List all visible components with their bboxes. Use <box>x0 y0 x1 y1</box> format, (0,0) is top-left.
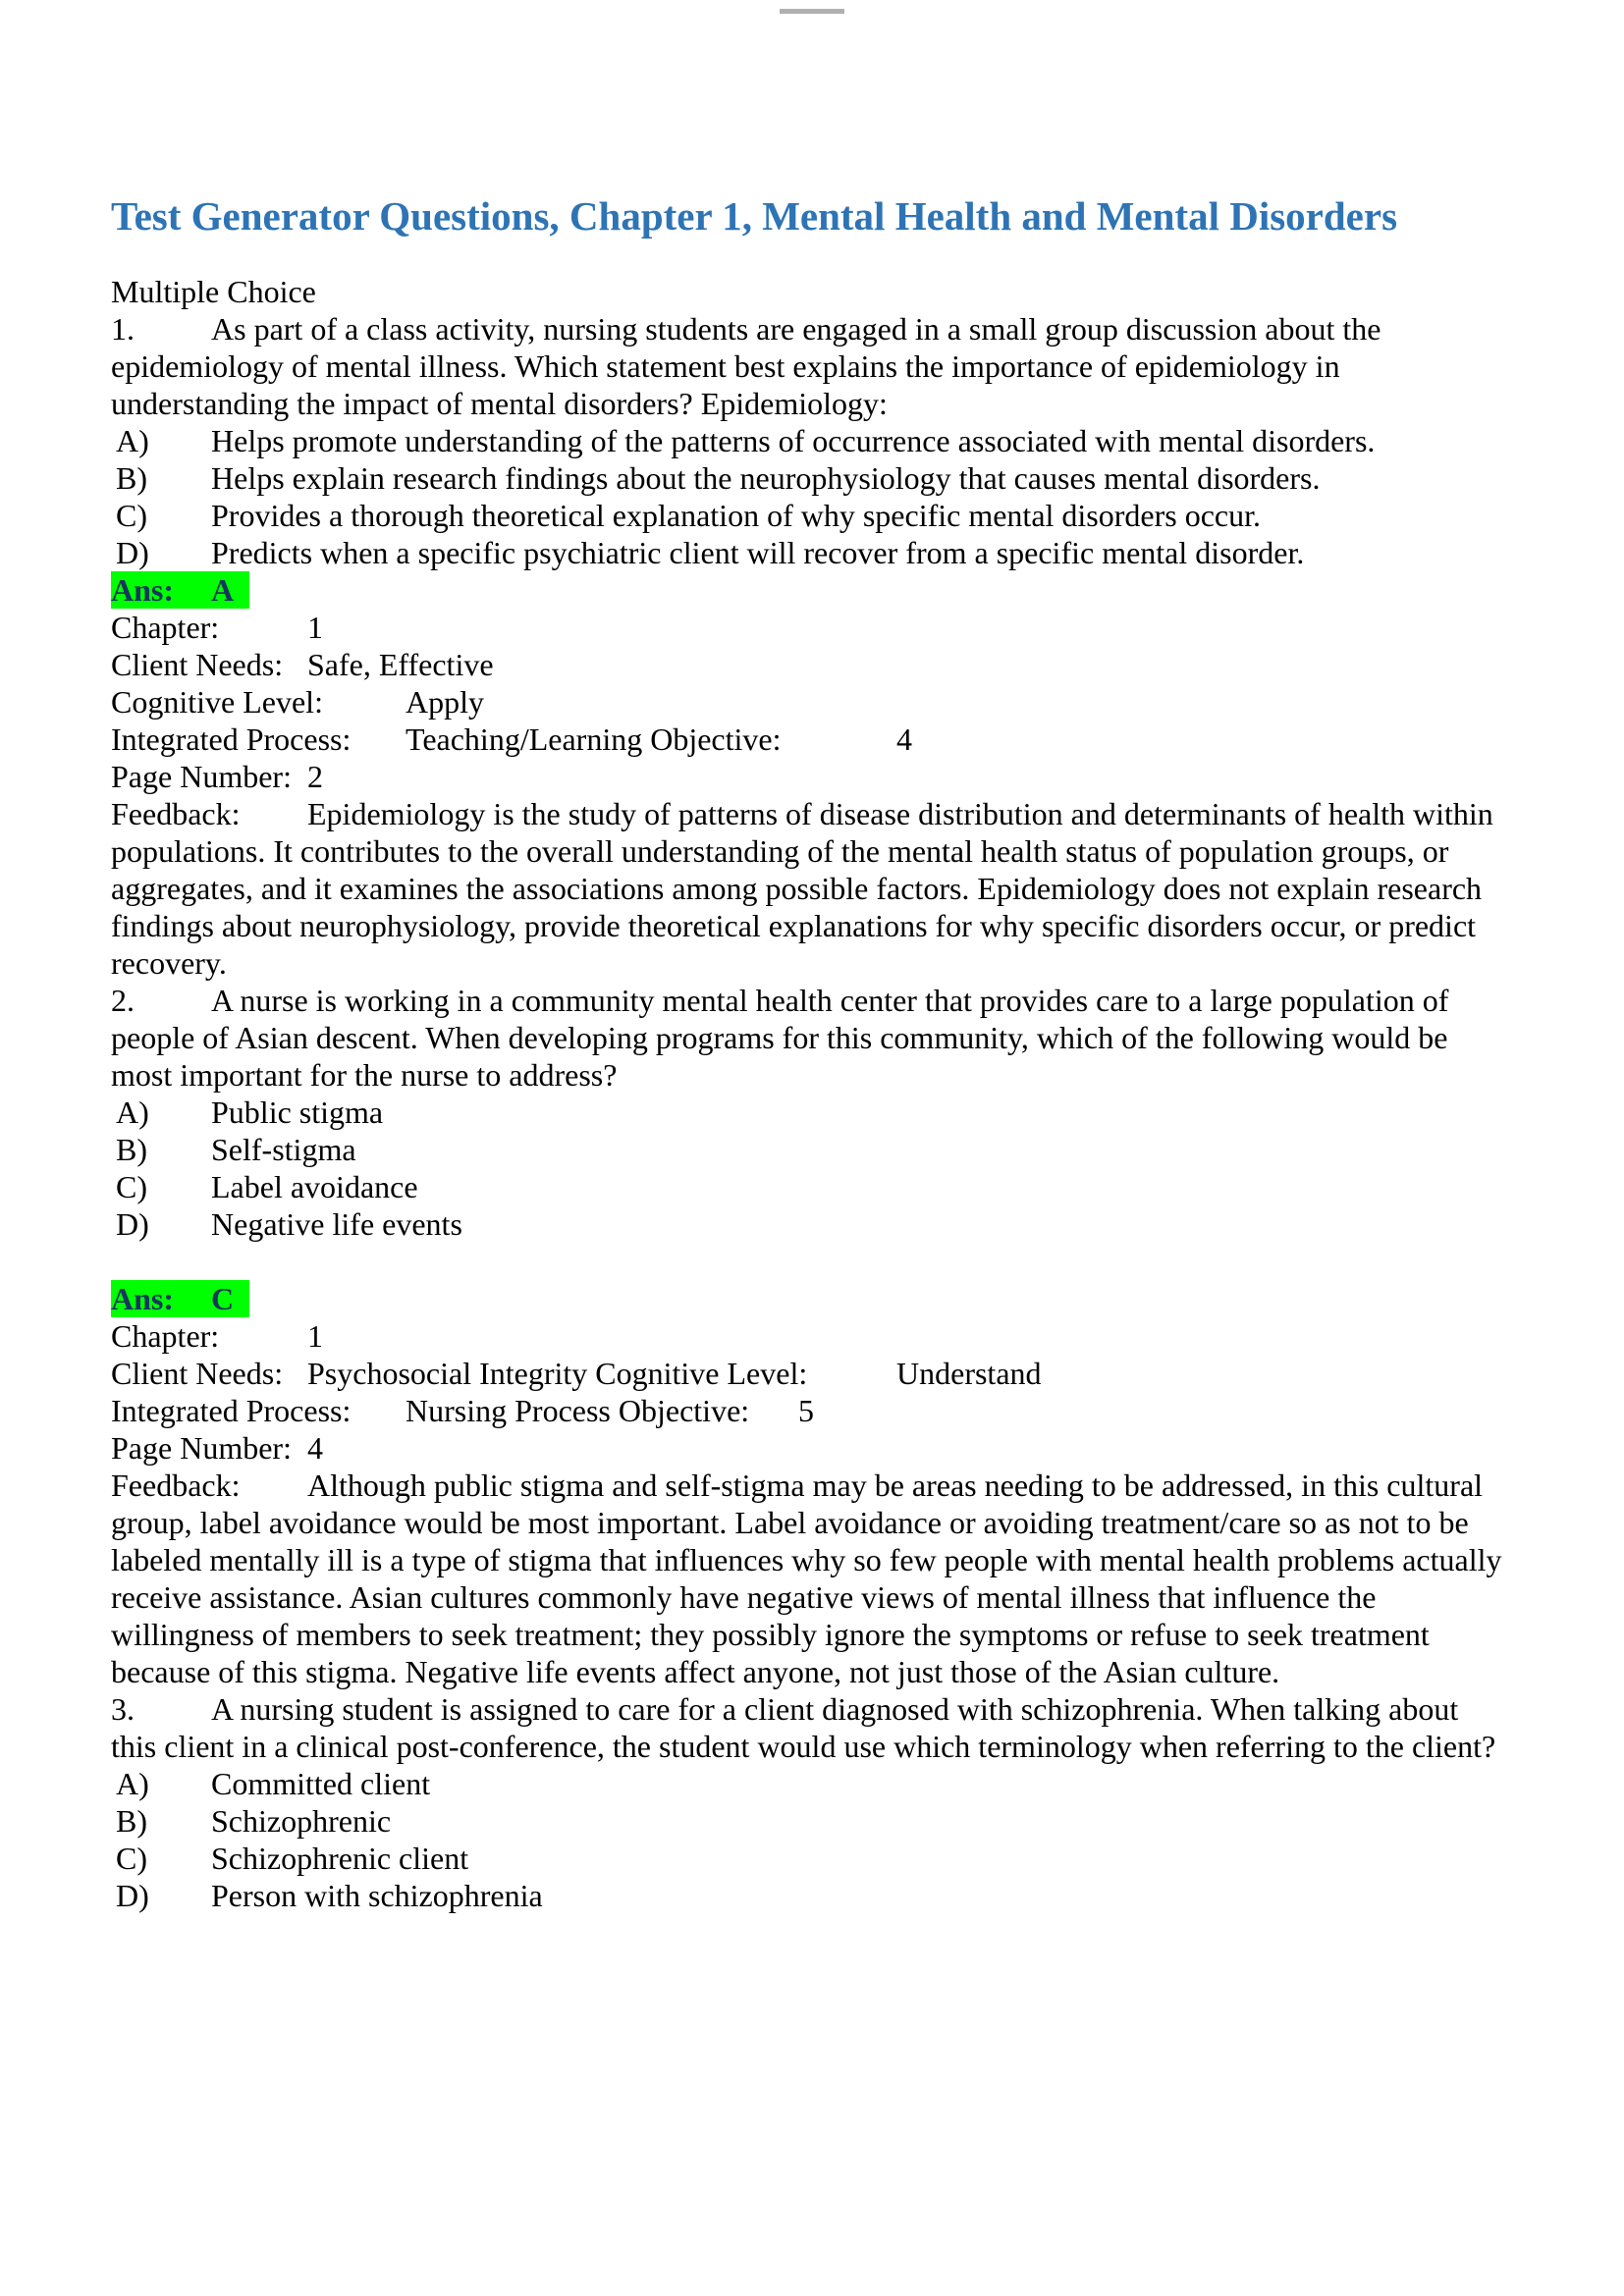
meta-value: 1 <box>307 1318 323 1354</box>
question-1-option-b <box>111 459 1508 497</box>
meta-group <box>406 1392 798 1429</box>
meta-label: Chapter: <box>111 610 220 645</box>
question-2-option-b <box>111 1131 1508 1168</box>
meta-value: 4 <box>896 721 912 757</box>
option-letter: B) <box>116 1132 147 1167</box>
option-text: Label avoidance <box>211 1169 418 1204</box>
meta-label: Cognitive Level: <box>111 684 323 720</box>
question-2-meta-integrated-process <box>111 1392 1508 1429</box>
page-title: Test Generator Questions, Chapter 1, Mental Health and Mental Disorders <box>111 193 1398 239</box>
question-2-option-d <box>111 1205 1508 1243</box>
answer-letter: C <box>211 1281 235 1316</box>
option-letter: C) <box>116 1841 147 1876</box>
meta-label: Feedback: <box>111 796 241 831</box>
question-number: 1. <box>111 311 135 347</box>
question-2-stem <box>111 982 1508 1094</box>
question-2-meta-client-needs <box>111 1355 1508 1392</box>
question-1-meta-integrated-process <box>111 721 1508 758</box>
meta-label: Page Number: <box>111 1430 292 1466</box>
option-letter: D) <box>116 1206 149 1242</box>
question-2-option-a <box>111 1094 1508 1131</box>
meta-value: Apply <box>406 684 484 720</box>
question-number: 2. <box>111 983 135 1018</box>
feedback-text: Epidemiology is the study of patterns of disease distribution and determinants of health within populations. It contributes to the overall understanding of the mental health status of population groups, or aggregates, and it examines the associations among possible factors. Epidemiology does not explain research findings about neurophysiology, provide theoretical explanations for why specific disorders occur, or predict recovery. <box>111 796 1493 981</box>
option-text: Provides a thorough theoretical explanation of why specific mental disorders occur. <box>211 498 1262 533</box>
meta-label: Client Needs: <box>111 647 284 682</box>
answer-letter: A <box>211 572 235 608</box>
question-2-answer-line <box>111 1280 1508 1317</box>
meta-value: 1 <box>307 610 323 645</box>
meta-value: Understand <box>896 1356 1042 1391</box>
meta-label: Objective: <box>650 721 782 757</box>
question-2-meta-chapter <box>111 1317 1508 1355</box>
meta-label: Objective: <box>618 1393 750 1428</box>
option-text: Committed client <box>211 1766 431 1801</box>
question-number: 3. <box>111 1691 135 1727</box>
option-text: Predicts when a specific psychiatric client will recover from a specific mental disorder. <box>211 535 1305 570</box>
option-letter: D) <box>116 1878 149 1913</box>
option-text: Negative life events <box>211 1206 462 1242</box>
meta-value: 2 <box>307 759 323 794</box>
option-letter: A) <box>116 1095 149 1130</box>
option-text: Person with schizophrenia <box>211 1878 543 1913</box>
question-1-answer-line <box>111 571 1508 609</box>
question-1-meta-page-number <box>111 758 1508 795</box>
question-2-option-c <box>111 1168 1508 1205</box>
question-1-option-d <box>111 534 1508 571</box>
question-3-option-b <box>111 1802 1508 1840</box>
question-1-option-a <box>111 422 1508 459</box>
question-1-meta-chapter <box>111 609 1508 646</box>
option-letter: A) <box>116 1766 149 1801</box>
meta-label: Client Needs: <box>111 1356 284 1391</box>
answer-highlight <box>111 571 249 609</box>
answer-label: Ans: <box>111 572 175 608</box>
question-stem-text: As part of a class activity, nursing students are engaged in a small group discussion about the epidemiology of mental illness. Which statement best explains the importance of epidemiology in understanding the impact of mental disorders? Epidemiology: <box>111 311 1381 421</box>
option-letter: D) <box>116 535 149 570</box>
question-1-meta-client-needs <box>111 646 1508 683</box>
meta-group <box>307 1355 896 1392</box>
meta-value: Psychosocial Integrity <box>307 1356 588 1391</box>
option-letter: C) <box>116 1169 147 1204</box>
meta-label: Integrated Process: <box>111 721 352 757</box>
question-1-meta-cognitive-level <box>111 683 1508 721</box>
meta-value: Teaching/Learning <box>406 721 643 757</box>
option-letter: A) <box>116 423 149 458</box>
question-2-meta-page-number <box>111 1429 1508 1467</box>
question-3-option-a <box>111 1765 1508 1802</box>
question-1-stem <box>111 310 1508 422</box>
option-text: Schizophrenic client <box>211 1841 469 1876</box>
answer-label: Ans: <box>111 1281 175 1316</box>
question-3-option-d <box>111 1877 1508 1914</box>
option-text: Helps explain research findings about the neurophysiology that causes mental disorders. <box>211 460 1321 496</box>
question-stem-text: A nursing student is assigned to care for a client diagnosed with schizophrenia. When talking about this client in a clinical post-conference, the student would use which terminology when referring to the client? <box>111 1691 1496 1764</box>
meta-value: 5 <box>798 1393 814 1428</box>
section-label: Multiple Choice <box>111 274 316 309</box>
option-text: Public stigma <box>211 1095 384 1130</box>
question-stem-text: A nurse is working in a community mental health center that provides care to a large population of people of Asian descent. When developing programs for this community, which of the following would be most important for the nurse to address? <box>111 983 1449 1093</box>
option-text: Helps promote understanding of the patterns of occurrence associated with mental disorders. <box>211 423 1376 458</box>
feedback-text: Although public stigma and self-stigma may be areas needing to be addressed, in this cultural group, label avoidance would be most important. Label avoidance or avoiding treatment/care so as not to be labeled mentally ill is a type of stigma that influences why so few people with mental health problems actually receive assistance. Asian cultures commonly have negative views of mental illness that influence the willingness of members to seek treatment; they possibly ignore the symptoms or refuse to seek treatment because of this stigma. Negative life events affect anyone, not just those of the Asian culture. <box>111 1468 1502 1689</box>
meta-label: Feedback: <box>111 1468 241 1503</box>
option-text: Schizophrenic <box>211 1803 392 1839</box>
option-letter: B) <box>116 460 147 496</box>
option-letter: B) <box>116 1803 147 1839</box>
blank-line <box>111 1243 1508 1280</box>
question-1-feedback <box>111 795 1508 982</box>
option-letter: C) <box>116 498 147 533</box>
meta-label: Integrated Process: <box>111 1393 352 1428</box>
meta-value: Safe, Effective <box>307 647 494 682</box>
question-1-option-c <box>111 497 1508 534</box>
answer-highlight <box>111 1280 249 1317</box>
meta-label: Cognitive Level: <box>595 1356 808 1391</box>
meta-value: 4 <box>307 1430 323 1466</box>
question-3-option-c <box>111 1840 1508 1877</box>
meta-group <box>406 721 896 758</box>
page-header-micro-text <box>780 9 844 14</box>
question-2-feedback <box>111 1467 1508 1690</box>
option-text: Self-stigma <box>211 1132 356 1167</box>
question-3-stem <box>111 1690 1508 1765</box>
meta-label: Page Number: <box>111 759 292 794</box>
meta-value: Nursing Process <box>406 1393 611 1428</box>
meta-label: Chapter: <box>111 1318 220 1354</box>
